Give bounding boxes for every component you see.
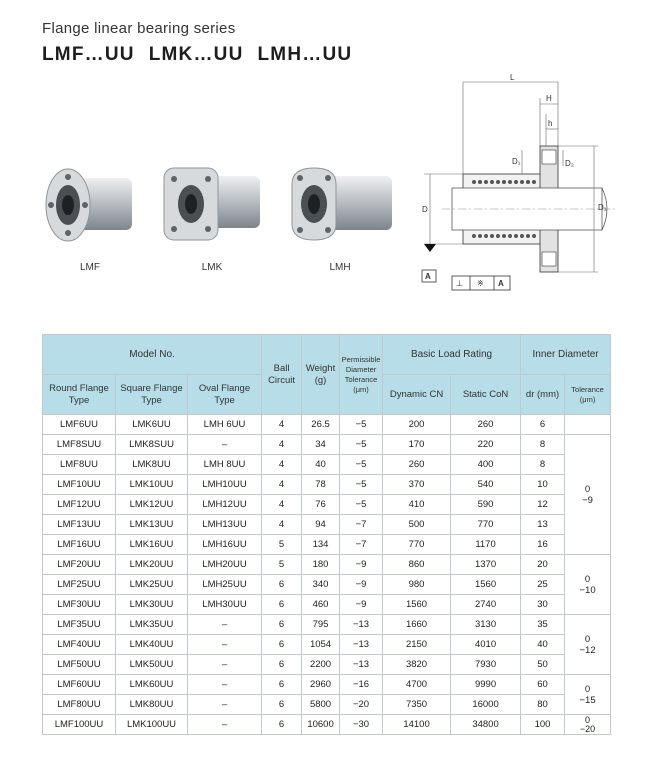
model-lmh-title: LMH…UU [257,44,353,65]
static-load-cell: 34800 [451,715,521,735]
round-flange-type-cell: LMF8UU [43,455,116,475]
inner-diameter-cell: 35 [521,615,565,635]
oval-flange-type-cell: LMH10UU [188,475,262,495]
table-row [43,575,611,595]
round-flange-type-cell: LMF20UU [43,555,116,575]
static-load-cell: 400 [451,455,521,475]
tolerance-upper: 0 [584,573,591,585]
weight-cell: 34 [302,435,340,455]
oval-flange-type-cell: LMH 6UU [188,415,262,435]
oval-flange-type-cell: – [188,695,262,715]
table-row [43,555,611,575]
table-row [43,535,611,555]
dynamic-load-cell: 170 [383,435,451,455]
square-flange-type-cell: LMK50UU [116,655,188,675]
round-flange-type-cell: LMF10UU [43,475,116,495]
tolerance-upper: 0 [585,714,591,725]
inner-diameter-cell: 100 [521,715,565,735]
permissible-tolerance-cell: −13 [340,635,383,655]
permissible-tolerance-cell: −5 [340,435,383,455]
weight-cell: 5800 [302,695,340,715]
inner-diameter-cell: 20 [521,555,565,575]
ball-circuit-cell: 6 [262,715,302,735]
inner-diameter-cell: 16 [521,535,565,555]
spec-table-body [43,415,611,735]
square-flange-type-cell: LMK40UU [116,635,188,655]
square-flange-header: Square Flange Type [116,375,188,415]
spec-table [42,334,611,735]
weight-cell: 180 [302,555,340,575]
static-load-cell: 260 [451,415,521,435]
dynamic-load-cell: 4700 [383,675,451,695]
round-flange-type-cell: LMF25UU [43,575,116,595]
ball-circuit-header: Ball Circuit [262,335,302,415]
permissible-tolerance-header: Permissible Diameter Tolerance (μm) [340,335,383,415]
dynamic-load-cell: 2150 [383,635,451,655]
tolerance-group-cell [565,415,611,435]
tolerance-datum-label: A [498,279,504,288]
round-flange-type-cell: LMF16UU [43,535,116,555]
square-flange-type-cell: LMK80UU [116,695,188,715]
ball-circuit-cell: 6 [262,695,302,715]
table-row [43,475,611,495]
tolerance-lower: −9 [582,494,593,506]
square-flange-type-cell: LMK60UU [116,675,188,695]
round-flange-type-cell: LMF35UU [43,615,116,635]
dynamic-load-cell: 3820 [383,655,451,675]
oval-flange-type-cell: LMH20UU [188,555,262,575]
permissible-tolerance-cell: −30 [340,715,383,735]
ball-circuit-cell: 4 [262,495,302,515]
inner-diameter-cell: 10 [521,475,565,495]
oval-flange-type-cell: LMH 8UU [188,455,262,475]
dynamic-load-cell: 260 [383,455,451,475]
oval-flange-type-cell: LMH30UU [188,595,262,615]
weight-cell: 94 [302,515,340,535]
inner-diameter-cell: 30 [521,595,565,615]
tolerance-value-symbol: ※ [477,279,484,288]
table-row [43,635,611,655]
permissible-tolerance-cell: −9 [340,555,383,575]
dynamic-load-cell: 370 [383,475,451,495]
table-row [43,595,611,615]
oval-flange-type-cell: – [188,655,262,675]
dim-H-label: H [546,94,552,103]
oval-flange-header: Oval Flange Type [188,375,262,415]
weight-cell: 10600 [302,715,340,735]
oval-flange-type-cell: LMH12UU [188,495,262,515]
permissible-tolerance-cell: −7 [340,535,383,555]
static-load-cell: 540 [451,475,521,495]
square-flange-bearing-icon [160,164,266,246]
round-flange-type-cell: LMF12UU [43,495,116,515]
table-row [43,695,611,715]
tolerance-lower: −10 [579,584,596,596]
square-flange-type-cell: LMK16UU [116,535,188,555]
ball-circuit-cell: 6 [262,595,302,615]
oval-flange-type-cell: – [188,435,262,455]
tolerance-upper: 0 [584,633,591,645]
ball-circuit-cell: 4 [262,475,302,495]
permissible-tolerance-cell: −20 [340,695,383,715]
inner-diameter-cell: 40 [521,635,565,655]
dr-header: dr (mm) [521,375,565,415]
static-load-cell: 220 [451,435,521,455]
table-row [43,675,611,695]
round-flange-type-cell: LMF50UU [43,655,116,675]
ball-circuit-cell: 6 [262,635,302,655]
round-flange-type-cell: LMF30UU [43,595,116,615]
round-flange-type-cell: LMF8SUU [43,435,116,455]
ball-circuit-cell: 4 [262,455,302,475]
round-flange-type-cell: LMF40UU [43,635,116,655]
dynamic-load-cell: 1660 [383,615,451,635]
square-flange-type-cell: LMK30UU [116,595,188,615]
model-lmk-title: LMK…UU [148,44,244,65]
weight-cell: 1054 [302,635,340,655]
weight-cell: 340 [302,575,340,595]
permissible-tolerance-cell: −13 [340,655,383,675]
table-row [43,455,611,475]
oval-flange-bearing-icon [284,164,396,246]
weight-cell: 78 [302,475,340,495]
tolerance-lower: −12 [579,644,596,656]
oval-flange-type-cell: – [188,675,262,695]
ball-circuit-cell: 6 [262,655,302,675]
dim-D-label: D [422,205,428,214]
static-load-cell: 2740 [451,595,521,615]
table-row [43,515,611,535]
oval-flange-type-cell: – [188,635,262,655]
static-load-cell: 1370 [451,555,521,575]
table-row [43,655,611,675]
weight-cell: 134 [302,535,340,555]
ball-circuit-cell: 5 [262,535,302,555]
inner-diameter-cell: 25 [521,575,565,595]
square-flange-type-cell: LMK12UU [116,495,188,515]
table-row [43,435,611,455]
product-label-lmh: LMH [329,262,351,273]
technical-drawing [418,74,618,292]
ball-circuit-cell: 4 [262,515,302,535]
static-load-cell: 16000 [451,695,521,715]
round-flange-type-cell: LMF80UU [43,695,116,715]
tolerance-header: Tolerance (μm) [565,375,611,415]
tolerance-upper: 0 [584,483,591,495]
tolerance-group-cell [565,675,611,715]
permissible-tolerance-cell: −5 [340,455,383,475]
round-flange-bearing-icon [38,164,138,246]
round-flange-header: Round Flange Type [43,375,116,415]
square-flange-type-cell: LMK35UU [116,615,188,635]
dim-h-label: h [548,119,553,128]
inner-diameter-cell: 6 [521,415,565,435]
weight-cell: 2960 [302,675,340,695]
static-load-cell: 1560 [451,575,521,595]
table-row [43,495,611,515]
dynamic-cn-header: Dynamic CN [383,375,451,415]
tolerance-group-cell [565,435,611,555]
dim-L-label: L [510,74,515,82]
square-flange-type-cell: LMK13UU [116,515,188,535]
inner-diameter-header: Inner Diameter [521,335,611,375]
dynamic-load-cell: 410 [383,495,451,515]
catalog-subtitle: Flange linear bearing series [42,20,236,37]
oval-flange-type-cell: – [188,715,262,735]
static-load-cell: 770 [451,515,521,535]
inner-diameter-cell: 50 [521,655,565,675]
permissible-tolerance-cell: −13 [340,615,383,635]
square-flange-type-cell: LMK8SUU [116,435,188,455]
weight-cell: 2200 [302,655,340,675]
oval-flange-type-cell: LMH16UU [188,535,262,555]
series-headline [42,44,352,66]
inner-diameter-cell: 60 [521,675,565,695]
product-label-lmf: LMF [80,262,100,273]
oval-flange-type-cell: – [188,615,262,635]
oval-flange-type-cell: LMH13UU [188,515,262,535]
ball-circuit-cell: 6 [262,675,302,695]
ball-circuit-cell: 5 [262,555,302,575]
datum-A-label: A [425,272,431,281]
product-label-lmk: LMK [201,262,223,273]
static-load-cell: 1170 [451,535,521,555]
weight-header: Weight (g) [302,335,340,415]
dynamic-load-cell: 500 [383,515,451,535]
square-flange-type-cell: LMK25UU [116,575,188,595]
square-flange-type-cell: LMK100UU [116,715,188,735]
inner-diameter-cell: 12 [521,495,565,515]
dynamic-load-cell: 860 [383,555,451,575]
static-load-cell: 7930 [451,655,521,675]
ball-circuit-cell: 6 [262,575,302,595]
dynamic-load-cell: 770 [383,535,451,555]
inner-diameter-cell: 80 [521,695,565,715]
inner-diameter-cell: 8 [521,435,565,455]
basic-load-rating-header: Basic Load Rating [383,335,521,375]
tolerance-lower: −15 [579,694,596,706]
weight-cell: 795 [302,615,340,635]
square-flange-type-cell: LMK8UU [116,455,188,475]
tolerance-group-cell [565,615,611,675]
dim-D1-label: D₁ [512,157,521,166]
dynamic-load-cell: 14100 [383,715,451,735]
dynamic-load-cell: 1560 [383,595,451,615]
weight-cell: 26.5 [302,415,340,435]
permissible-tolerance-cell: −5 [340,495,383,515]
dim-D2-label: D₂ [565,159,574,168]
dim-D1-right-label: D₁ [598,203,607,212]
model-lmf-title: LMF…UU [42,44,135,65]
static-load-cell: 590 [451,495,521,515]
inner-diameter-cell: 8 [521,455,565,475]
weight-cell: 76 [302,495,340,515]
ball-circuit-cell: 4 [262,415,302,435]
tolerance-group-cell [565,555,611,615]
inner-diameter-cell: 13 [521,515,565,535]
static-load-cell: 9990 [451,675,521,695]
tolerance-upper: 0 [584,683,591,695]
static-con-header: Static CoN [451,375,521,415]
table-row [43,615,611,635]
permissible-tolerance-cell: −9 [340,595,383,615]
round-flange-type-cell: LMF100UU [43,715,116,735]
weight-cell: 460 [302,595,340,615]
static-load-cell: 3130 [451,615,521,635]
dynamic-load-cell: 200 [383,415,451,435]
round-flange-type-cell: LMF13UU [43,515,116,535]
dynamic-load-cell: 7350 [383,695,451,715]
square-flange-type-cell: LMK6UU [116,415,188,435]
table-row [43,415,611,435]
static-load-cell: 4010 [451,635,521,655]
oval-flange-type-cell: LMH25UU [188,575,262,595]
permissible-tolerance-cell: −5 [340,475,383,495]
ball-circuit-cell: 4 [262,435,302,455]
dynamic-load-cell: 980 [383,575,451,595]
table-row [43,715,611,735]
round-flange-type-cell: LMF6UU [43,415,116,435]
square-flange-type-cell: LMK10UU [116,475,188,495]
tolerance-group-cell [565,715,611,735]
permissible-tolerance-cell: −16 [340,675,383,695]
perpendicularity-symbol: ⊥ [456,279,463,288]
permissible-tolerance-cell: −7 [340,515,383,535]
square-flange-type-cell: LMK20UU [116,555,188,575]
round-flange-type-cell: LMF60UU [43,675,116,695]
permissible-tolerance-cell: −9 [340,575,383,595]
permissible-tolerance-cell: −5 [340,415,383,435]
tolerance-lower: −20 [579,723,596,734]
weight-cell: 40 [302,455,340,475]
ball-circuit-cell: 6 [262,615,302,635]
model-no-header: Model No. [43,335,262,375]
